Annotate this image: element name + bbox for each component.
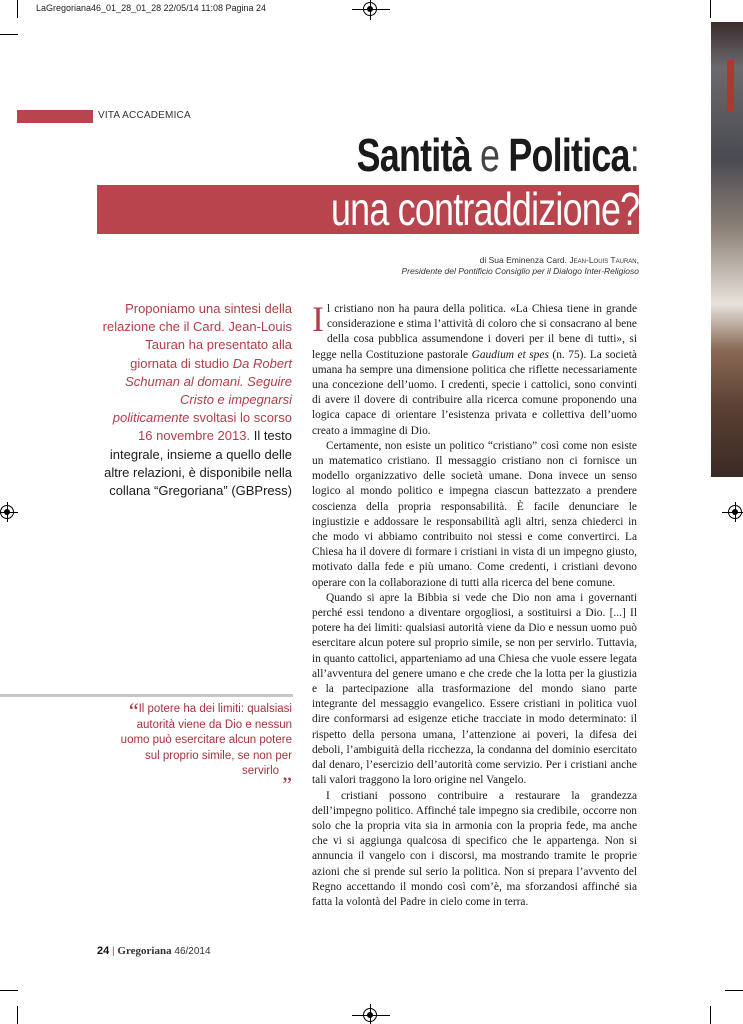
drop-cap: I — [312, 299, 324, 339]
crop-mark — [0, 990, 18, 991]
section-label: VITA ACCADEMICA — [98, 110, 191, 121]
body-paragraph-2: Certamente, non esiste un politico “cristiano” così come non esiste un matematico cristiano. Il messaggio cristiano non ci fornisce un modello organizzativo delle società umane. Dona invece un senso logico al mondo politico e impegna ciascun battezzato a prendere coscienza della propria responsabilità. È facile denunciare le ingiustizie e addossare le responsabilità agli altri, senza chiederci in che modo vi abbiamo contribuito noi stessi e come convertirci. La Chiesa ha il dovere di formare i cristiani in vista di un impegno giusto, motivato dalla fede e più umano. Come credenti, i cristiani devono operare con la collaborazione di tutti alla ricerca del bene comune. — [312, 439, 637, 589]
pullquote — [120, 698, 292, 785]
printer-slug: LaGregoriana46_01_28_01_28 22/05/14 11:08 Pagina 24 — [36, 3, 267, 13]
byline-role: Presidente del Pontificio Consiglio per il Dialogo Inter-Religioso — [401, 266, 639, 276]
headline-colon: : — [629, 129, 639, 181]
close-quote-icon: „ — [282, 760, 292, 785]
crop-mark — [17, 1006, 18, 1024]
byline-name: Jean-Louis Tauran, — [569, 255, 639, 265]
crop-mark — [710, 0, 711, 18]
registration-mark-icon — [363, 1008, 377, 1022]
intro-text: Proponiamo una sintesi della relazione che il Card. Jean-Louis Tauran ha presentato alla giornata di studio — [102, 301, 292, 371]
headline-line-1 — [357, 128, 639, 182]
body-paragraph-1 — [312, 299, 637, 439]
crop-mark — [0, 34, 18, 35]
intro-summary — [100, 300, 292, 500]
pullquote-rule — [0, 694, 293, 697]
bleed-photo-detail — [727, 60, 734, 112]
byline-author — [402, 255, 640, 266]
intro-date: svoltasi lo scorso 16 novembre 2013. — [138, 410, 292, 444]
crop-mark — [710, 1006, 711, 1024]
registration-mark-icon — [728, 505, 742, 519]
footer-separator: | — [112, 946, 115, 957]
magazine-name: Gregoriana — [117, 945, 172, 957]
body-text: l cristiano non ha paura della politica. «La Chiesa tiene in grande considerazione e stima l’attività di coloro che si consacrano al bene della cosa pubblica assumendone i doveri per il bene di tutti», si legge nella Costituzione pastorale — [312, 303, 637, 361]
page-number: 24 — [97, 945, 110, 957]
headline-word-e: e — [480, 129, 500, 181]
crop-mark — [725, 990, 743, 991]
registration-mark-icon — [0, 505, 14, 519]
page-footer — [97, 945, 211, 957]
headline-line-2: una contraddizione? — [330, 183, 639, 235]
open-quote-icon: “ — [128, 698, 139, 723]
intro-event-title: Da Robert Schuman al domani. Seguire Cristo e impegnarsi politicamente — [112, 355, 292, 426]
section-color-bar — [17, 110, 93, 123]
registration-mark-icon — [363, 2, 377, 16]
pullquote-text: Il potere ha dei limiti: qualsiasi autorità viene da Dio e nessun uomo può esercitare alcun potere sul proprio simile, se non per servirlo — [120, 703, 292, 777]
body-text: (n. 75). La società umana ha sempre una dimensione politica che riflette necessariamente una concezione dell’uomo. I credenti, specie i cattolici, sono convinti di avere il dovere di contribuire alla ricerca comune proponendo una logica capace di orientare l’esistenza privata e collettiva dell’uomo creato a immagine di Dio. — [312, 348, 637, 437]
body-paragraph-4: I cristiani possono contribuire a restaurare la grandezza dell’impegno politico. Affinché tale impegno sia credibile, occorre non solo che la propria vita sia in armonia con la propria fede, ma anche che vi si aggiunga qualcosa di specifico che le appartenga. Non si annuncia il vangelo con i discorsi, ma mostrando tramite le proprie azioni che si prende sul serio la politica. Non si prepara l’avvento del Regno accettando il mondo così com’è, ma sforzandosi affinché sia fatta la volontà del Padre in cielo come in terra. — [312, 789, 637, 908]
byline-prefix: di Sua Eminenza Card. — [479, 255, 568, 265]
headline-word-santita: Santità — [356, 129, 471, 181]
byline — [402, 255, 640, 277]
body-paragraph-3: Quando si apre la Bibbia si vede che Dio non ama i governanti perché essi tendono a diventare orgogliosi, a sostituirsi a Dio. [...] Il potere ha dei limiti: qualsiasi autorità viene da Dio e nessun uomo può esercitare alcun potere sul proprio simile, se non per servirlo. Tuttavia, in quanto cattolici, apparteniamo ad una Chiesa che vuole essere legata all’avventura del genere umano e che crede che la lotta per la giustizia e la partecipazione alla trasformazione del mondo siano parte integrante del messaggio evangelico. Essere cristiani in politica vuol dire conformarsi ad esigenze etiche tracciate in modo determinato: il rispetto della persona umana, l’attenzione ai poveri, la difesa dei deboli, l’ambiguità della ricchezza, la condanna del dominio esercitato dal denaro, l’esercizio dell’autorità come servizio. Per i cristiani anche tali valori traggono la loro origine nel Vangelo. — [312, 591, 637, 787]
article-body — [312, 299, 637, 910]
document-title: Gaudium et spes — [471, 348, 549, 361]
issue-number: 46/2014 — [174, 946, 211, 957]
headline-word-politica: Politica — [508, 129, 630, 181]
intro-availability: Il testo integrale, insieme a quello delle altre relazioni, è disponibile nella collana “Gregoriana” (GBPress) — [104, 428, 292, 499]
crop-mark — [17, 0, 18, 18]
